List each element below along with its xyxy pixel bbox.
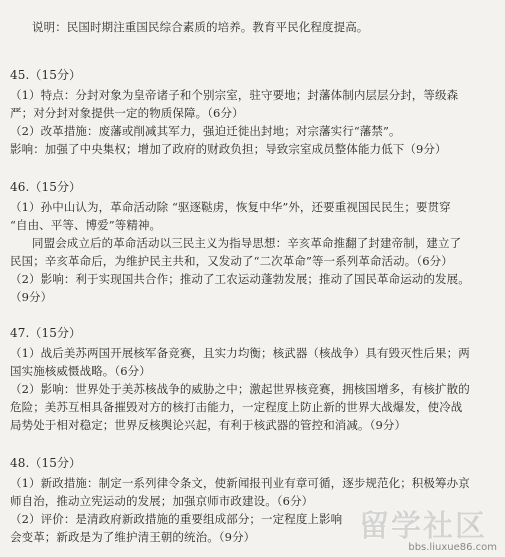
- note-line: 说明：民国时期注重国民综合素质的培养。教育平民化程度提高。: [32, 20, 369, 34]
- q45-line-3: （2）改革措施：废藩或削减其军力，强迫迁徙出封地；对宗藩实行“藩禁”。: [10, 124, 401, 138]
- q48-line-4: 会变革；新政是为了维护清王朝的统治。（9分）: [10, 530, 256, 544]
- watermark: [349, 501, 499, 553]
- q47-line-5: 局势处于相对稳定；世界反核舆论兴起，有利于核武器的管控和消减。（9分）: [10, 418, 407, 432]
- question-46-heading: 46.（15分）: [10, 180, 82, 194]
- question-45-heading: 45.（15分）: [10, 68, 82, 82]
- q45-line-1: （1）特点：分封对象为皇帝诸子和个别宗室，驻守要地；封藩体制内层层分封，等级森: [10, 88, 459, 102]
- q47-line-1: （1）战后美苏两国开展核军备竞赛，且实力均衡；核武器（核战争）具有毁灭性后果；两: [10, 346, 470, 360]
- q46-line-2: “自由、平等、博爱”等精神。: [10, 218, 162, 232]
- q47-line-2: 国实施核威慑战略。（6分）: [10, 364, 151, 378]
- q46-line-3: 同盟会成立后的革命活动以三民主义为指导思想：辛亥革命推翻了封建帝制，建立了: [32, 236, 462, 250]
- q46-line-4: 民国；辛亥革命后，为维护民主共和，又发动了“二次革命”等一系列革命活动。（6分）: [10, 254, 453, 268]
- q47-line-4: 危险；美苏互相具备摧毁对方的核打击能力，一定程度上防止新的世界大战爆发，使冷战: [10, 400, 463, 414]
- q48-line-1: （1）新政措施：制定一系列律令条文，使新闻报刊业有章可循，逐步规范化；积极筹办京: [10, 476, 470, 490]
- q48-line-3: （2）评价：是清政府新政措施的重要组成部分；一定程度上影响: [10, 512, 343, 526]
- q46-line-1: （1）孙中山认为，革命活动除 “驱逐鞑虏，恢复中华”外，还要重视国民民生；要贯穿: [10, 200, 451, 214]
- q48-line-2: 师自治，推动立宪运动的发展；加强京师市政建设。（6分）: [10, 494, 314, 508]
- q46-line-6: （9分）: [10, 290, 53, 304]
- question-47-heading: 47.（15分）: [10, 326, 82, 340]
- watermark-url: bbs.liuxue86.com: [408, 542, 497, 553]
- q46-line-5: （2）影响：利于实现国共合作；推动了工农运动蓬勃发展；推动了国民革命运动的发展。: [10, 272, 470, 286]
- q45-line-4: 影响：加强了中央集权；增加了政府的财政负担；导致宗室成员整体能力低下（9分）: [10, 142, 447, 156]
- q47-line-3: （2）影响：世界处于美苏核战争的威胁之中；激起世界核竞赛，拥核国增多，有核扩散的: [10, 382, 470, 396]
- question-48-heading: 48.（15分）: [10, 456, 82, 470]
- watermark-logo: 留学社区: [359, 509, 487, 544]
- q45-line-2: 严；对分封对象提供一定的物质保障。（6分）: [10, 106, 244, 120]
